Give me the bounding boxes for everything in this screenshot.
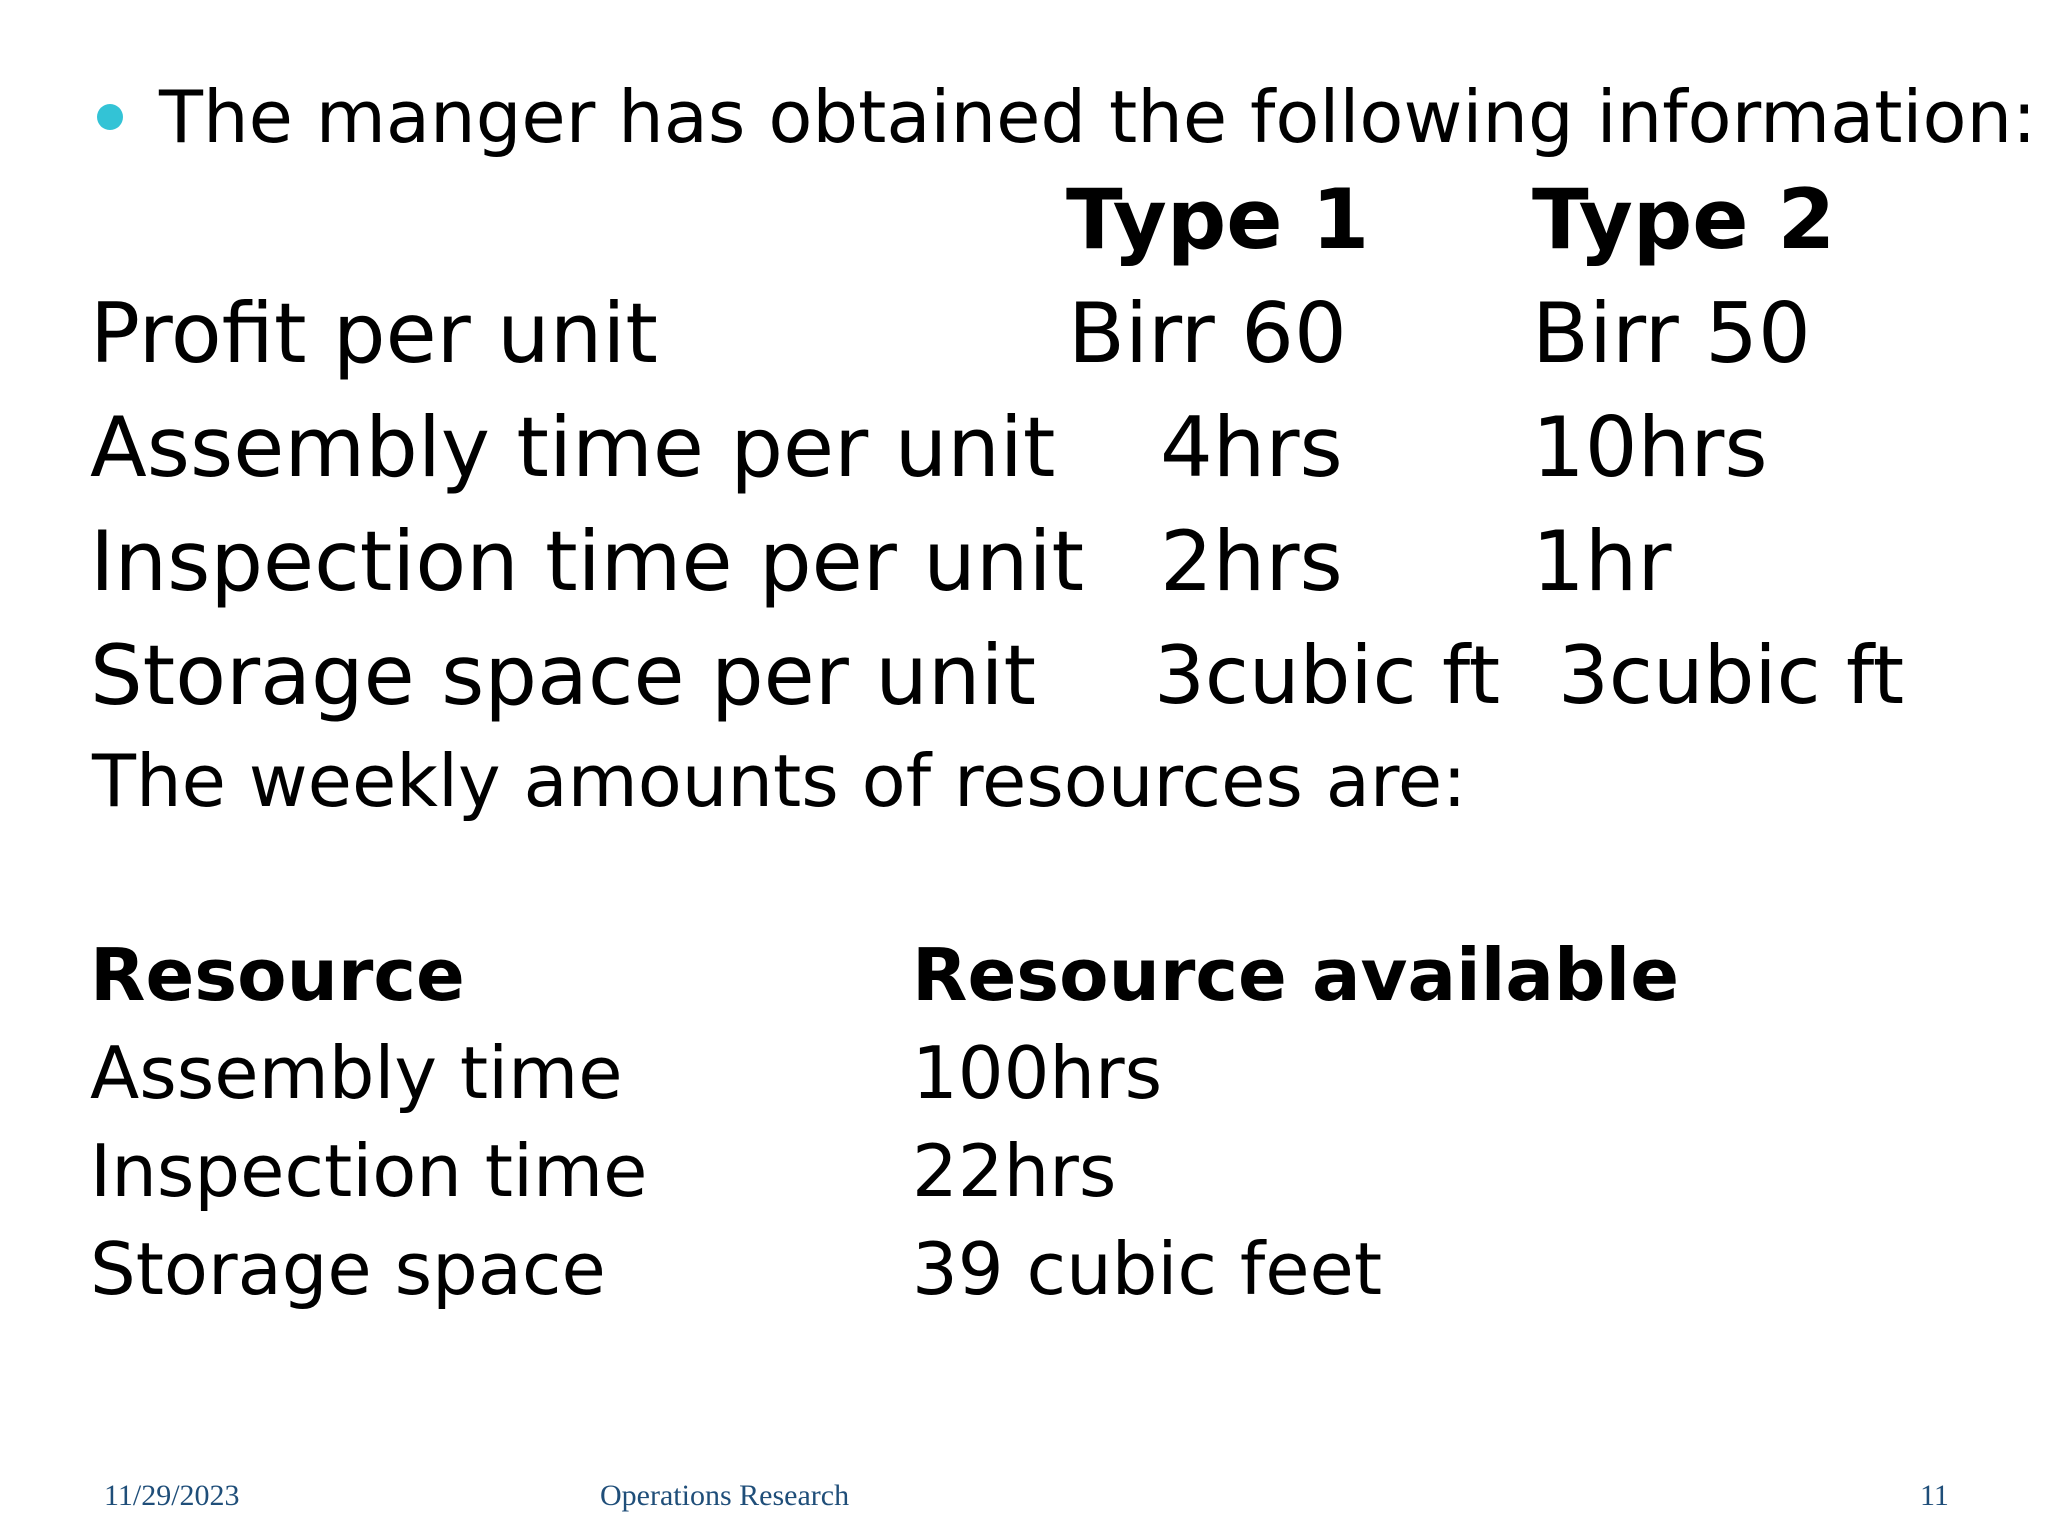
intro-text: The manger has obtained the following information:: [159, 75, 2037, 159]
footer-date: 11/29/2023: [104, 1479, 240, 1512]
resource-row-assembly: Assembly time: [90, 1031, 623, 1115]
row-profit-type2: Birr 50: [1532, 285, 1811, 382]
header-type1: Type 1: [1066, 171, 1370, 268]
resource-row-storage-available: 39 cubic feet: [912, 1227, 1383, 1311]
row-inspection-type1: 2hrs: [1160, 513, 1343, 610]
bullet-dot-icon: [97, 104, 123, 130]
resource-available-header: Resource available: [912, 933, 1680, 1017]
row-storage-type1: 3cubic ft: [1154, 629, 1501, 722]
row-profit-type1: Birr 60: [1068, 285, 1347, 382]
row-assembly-type2: 10hrs: [1532, 399, 1768, 496]
row-label-assembly: Assembly time per unit: [90, 399, 1056, 496]
row-assembly-type1: 4hrs: [1160, 399, 1343, 496]
header-type2: Type 2: [1532, 171, 1836, 268]
resource-row-assembly-available: 100hrs: [912, 1031, 1163, 1115]
intro-bullet: [97, 72, 2036, 162]
resource-row-inspection: Inspection time: [90, 1129, 648, 1213]
footer-page-number: 11: [1920, 1479, 1949, 1512]
row-label-storage: Storage space per unit: [90, 627, 1037, 724]
resource-row-inspection-available: 22hrs: [912, 1129, 1117, 1213]
weekly-resources-text: The weekly amounts of resources are:: [92, 739, 1467, 823]
row-label-inspection: Inspection time per unit: [90, 513, 1085, 610]
resource-row-storage: Storage space: [90, 1227, 606, 1311]
row-storage-type2: 3cubic ft: [1558, 629, 1905, 722]
row-inspection-type2: 1hr: [1532, 513, 1672, 610]
resource-header: Resource: [90, 933, 465, 1017]
row-label-profit: Profit per unit: [90, 285, 658, 382]
footer-title: Operations Research: [600, 1479, 850, 1512]
